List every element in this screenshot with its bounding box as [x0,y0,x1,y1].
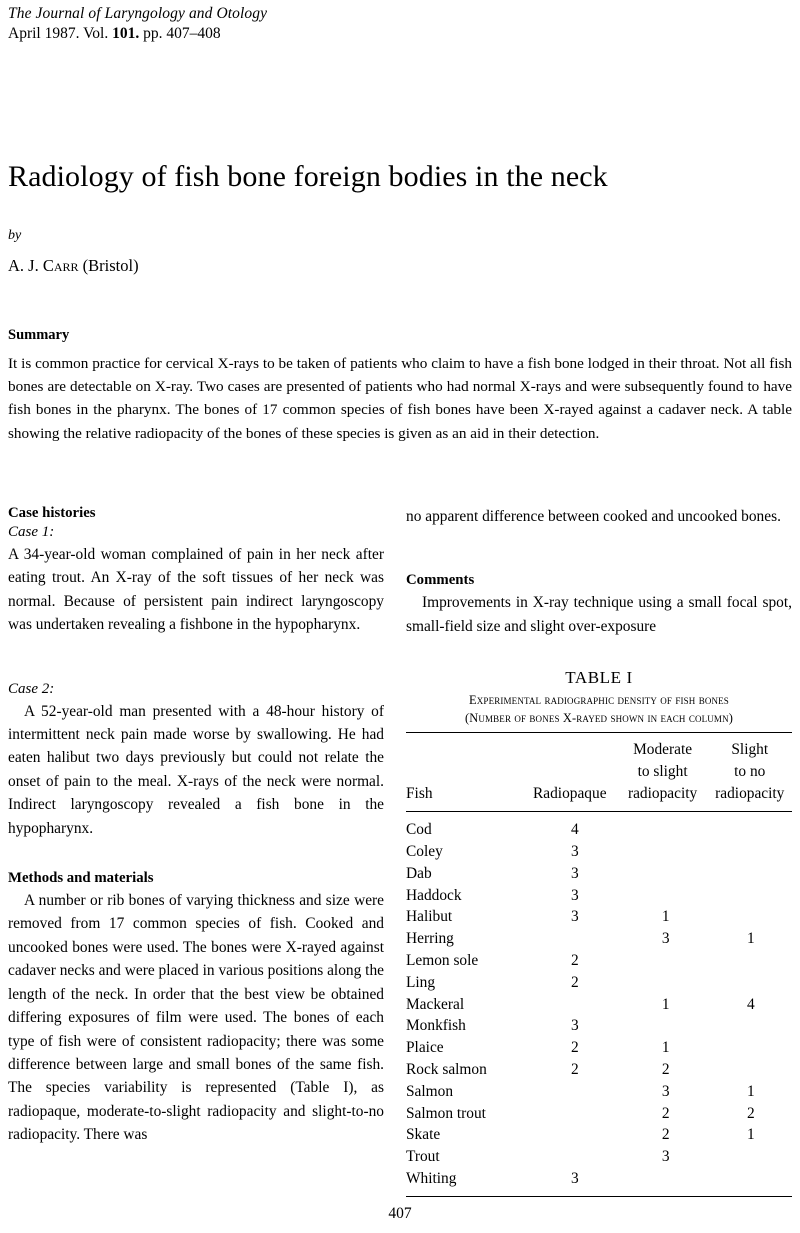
cell-radiopaque [528,928,622,950]
cell-slight [710,1015,792,1037]
cell-fish: Ling [406,973,436,991]
table-header-row [406,739,792,805]
cell-radiopaque: 3 [570,908,579,926]
col-header-moderate-line3: radiopacity [627,785,698,803]
cell-radiopaque [528,1103,622,1125]
cell-fish: Dab [406,864,432,882]
cell-fish: Herring [406,930,454,948]
issue-prefix: April 1987. Vol. [8,25,113,42]
cell-slight: 1 [746,930,755,948]
cell-radiopaque: 2 [570,952,579,969]
cell-radiopaque: 3 [570,886,579,904]
cell-fish: Plaice [406,1039,444,1057]
case-1-heading: Case 1: [8,524,55,540]
table-row [406,1015,792,1037]
cell-moderate [622,819,710,841]
cell-radiopaque [528,1124,622,1146]
byline-author [8,256,139,276]
cell-slight [710,972,792,994]
cell-fish: Haddock [406,886,462,904]
cell-fish: Rock salmon [406,1060,487,1078]
table-row [406,994,792,1016]
col-header-slight-line2: to no [734,763,766,781]
cell-slight [710,1037,792,1059]
table-row [406,885,792,907]
cell-slight: 1 [746,1082,755,1100]
table-row [406,1146,792,1168]
table-rule-bottom [406,1196,792,1197]
cell-fish: Salmon [406,1082,454,1100]
author-surname: Carr [42,256,79,275]
header-spacer [522,774,618,783]
table-row [406,819,792,841]
cell-radiopaque: 2 [570,1039,579,1057]
cell-moderate [622,841,710,863]
table-row [406,863,792,885]
cell-moderate: 1 [661,1039,670,1057]
byline-by-label: by [8,228,22,243]
col-header-slight-line1: Slight [731,741,769,759]
column-spacer [8,637,384,681]
cell-moderate: 3 [661,1082,670,1100]
journal-issue-line [8,24,608,44]
col-header-moderate-to-slight [618,739,708,805]
cell-radiopaque [528,1081,622,1103]
cell-fish: Mackeral [406,995,465,1013]
table-row [406,1103,792,1125]
cell-moderate [622,885,710,907]
fish-density-table-body [406,819,792,1190]
cell-radiopaque [528,1146,622,1168]
author-initials: A. J. [8,256,43,275]
issue-volume: 101. [112,25,140,42]
cell-fish: Cod [406,821,432,839]
cell-radiopaque [528,994,622,1016]
cell-fish: Lemon sole [406,952,479,969]
col-header-slight-to-no [708,739,792,805]
column-spacer [406,528,792,572]
table-row [406,841,792,863]
methods-text-continued: no apparent difference between cooked and uncooked bones. [406,508,781,525]
cell-moderate: 1 [661,995,670,1013]
case-histories-heading: Case histories [8,505,96,521]
table-row [406,950,792,972]
cell-moderate: 2 [661,1060,670,1078]
cell-slight [710,1146,792,1168]
cell-moderate: 2 [661,1126,670,1144]
col-header-fish-label: Fish [406,785,433,803]
comments-text: Improvements in X-ray technique using a small focal spot, small-field size and slight over-exposure [406,594,792,635]
methods-text: A number or rib bones of varying thickness and size were removed from 17 common species of fish. Cooked and uncooked bones were used. The bones were X-rayed against cadaver necks and were placed in various positions along the length of the neck. In order that the best view be obtained differing exposures of film were used. The bones of each type of fish were of consistent radiopacity; there was some difference between large and small bones of the same fish. The species variability is represented (Table I), as radiopaque, moderate-to-slight radiopacity and slight-to-no radiopacity. There was [8,892,384,1144]
cell-slight [710,863,792,885]
table-row [406,972,792,994]
issue-pages: pp. 407–408 [139,25,221,42]
cell-slight [710,1059,792,1081]
cell-slight [710,1168,792,1190]
col-header-radiopaque [522,739,618,805]
cell-slight [710,819,792,841]
case-2-text: A 52-year-old man presented with a 48-hour history of intermittent neck pain made worse by swallowing. He had eaten halibut two days previously but could not relate the onset of pain to the meal. X-rays of the neck were normal. Indirect laryngoscopy revealed a fish bone in the hypopharynx. [8,702,384,837]
cell-radiopaque: 3 [570,1017,579,1035]
summary-text: It is common practice for cervical X-rays to be taken of patients who claim to have a fish bone lodged in their throat. Not all fish bones are detectable on X-ray. Two cases are presented of patients who had normal X-rays and were subsequently found to have fish bones in the pharynx. The bones of 17 common species of fish bones have been X-rayed against a cadaver neck. A table showing the relative radiopacity of the bones of these species is given as an aid in their detection. [8,355,792,442]
table-row [406,928,792,950]
header-spacer [406,774,522,783]
cell-slight [710,885,792,907]
cell-moderate [622,1015,710,1037]
running-head [8,4,608,44]
cell-moderate: 2 [661,1104,670,1122]
table-number: TABLE I [565,668,633,688]
cell-fish: Trout [406,1148,440,1166]
table-i [406,668,792,1197]
table-caption-line-2: (Number of bones X-rayed shown in each column) [464,711,734,726]
cell-slight: 1 [746,1126,755,1144]
comments-heading: Comments [406,572,475,589]
cell-radiopaque: 3 [570,1169,579,1187]
case-1-text: A 34-year-old woman complained of pain in her neck after eating trout. An X-ray of the soft tissues of her neck was normal. Because of persistent pain indirect laryngoscopy was undertaken revealing a fishbone in the hypopharynx. [8,546,384,634]
cell-radiopaque: 2 [570,1060,579,1078]
cell-slight [710,841,792,863]
cell-fish: Whiting [406,1169,457,1187]
col-header-moderate-line2: to slight [637,763,688,781]
summary-heading: Summary [8,327,70,343]
cell-slight [710,950,792,972]
cell-moderate [622,972,710,994]
table-row [406,1081,792,1103]
cell-fish: Halibut [406,908,453,926]
cell-radiopaque: 3 [570,864,579,882]
table-row [406,1168,792,1190]
page-number: 407 [388,1205,412,1222]
table-row [406,1059,792,1081]
journal-title: The Journal of Laryngology and Otology [8,5,268,22]
cell-fish: Skate [406,1126,441,1144]
col-header-fish [406,739,522,805]
cell-moderate [622,863,710,885]
cell-moderate: 1 [661,908,670,926]
table-header [406,739,792,805]
col-header-moderate-line1: Moderate [633,741,693,759]
cell-radiopaque: 3 [570,843,579,861]
cell-radiopaque: 4 [570,821,579,839]
cell-moderate: 3 [661,1148,670,1166]
methods-heading: Methods and materials [8,870,154,887]
table-body [406,819,792,1190]
col-header-radiopaque-label: Radiopaque [533,785,607,803]
left-column [8,505,384,1147]
author-affiliation: (Bristol) [78,256,139,275]
cell-fish: Coley [406,843,443,861]
cell-moderate [622,950,710,972]
cell-slight: 2 [746,1104,755,1122]
cell-moderate: 3 [661,930,670,948]
fish-density-table [406,739,792,805]
right-column [406,505,792,1197]
table-row [406,1037,792,1059]
column-spacer [406,638,792,668]
table-row [406,906,792,928]
cell-fish: Salmon trout [406,1104,486,1122]
cell-slight [710,906,792,928]
cell-moderate [622,1168,710,1190]
cell-slight: 4 [746,995,755,1013]
page-title: Radiology of fish bone foreign bodies in the neck [8,160,608,194]
cell-radiopaque: 2 [570,973,579,991]
case-2-heading: Case 2: [8,680,55,697]
table-caption-line-1: Experimental radiographic density of fish bones [469,693,729,708]
column-spacer [8,840,384,870]
table-row [406,1124,792,1146]
cell-fish: Monkfish [406,1017,466,1035]
col-header-slight-line3: radiopacity [715,785,785,803]
table-body-top-pad [406,812,792,819]
